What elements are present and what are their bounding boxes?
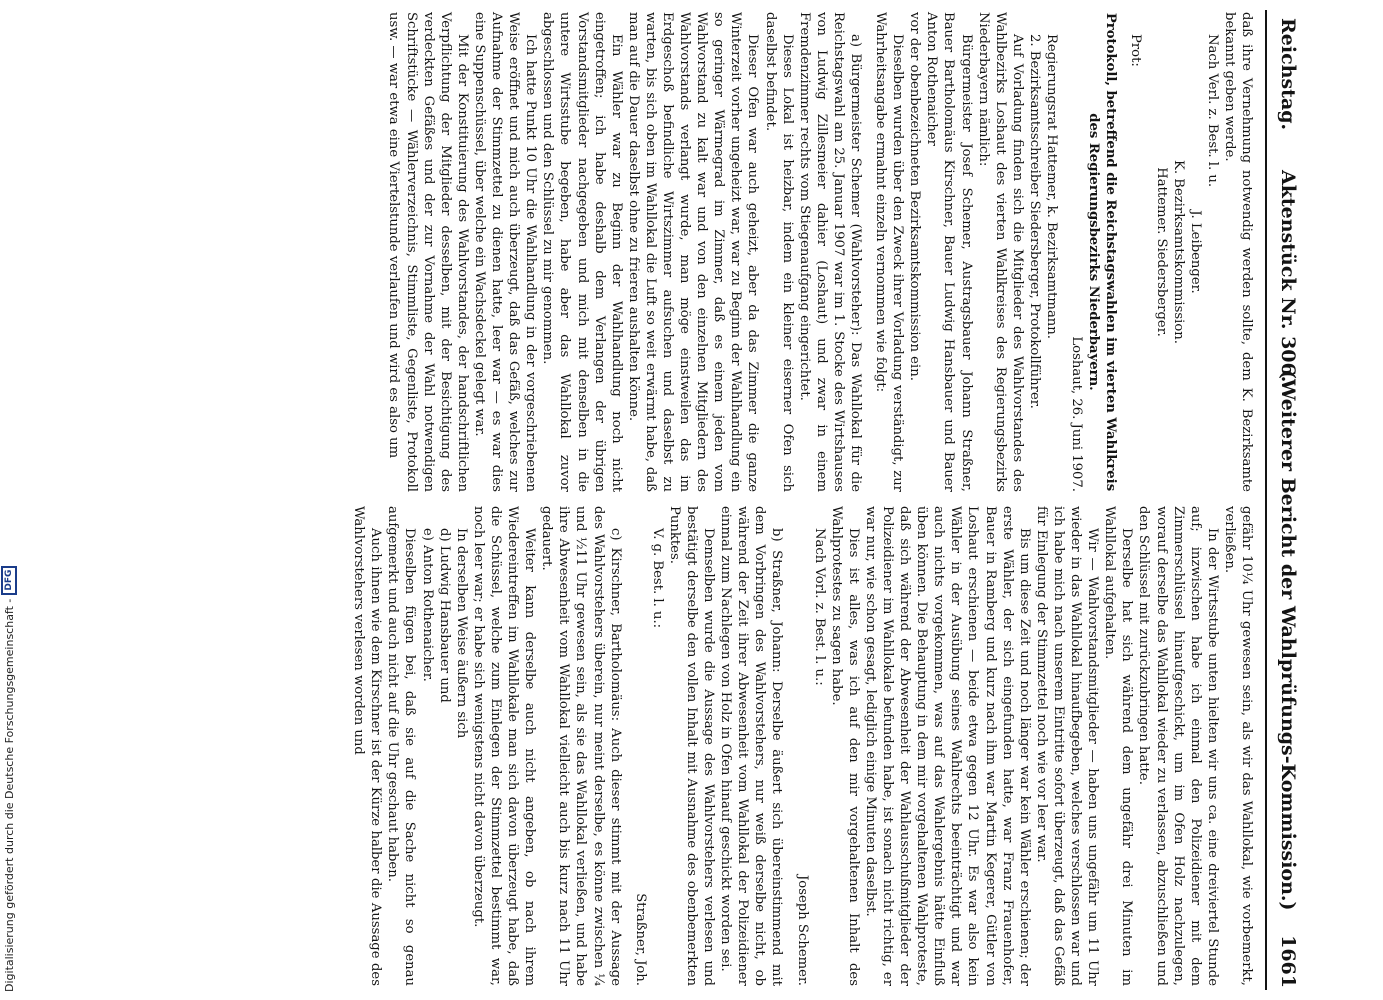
right-column (350, 506, 1255, 986)
paragraph: Demselben wurde die Aussage des Wahlvorstehers verlesen und bestätigt derselbe den vollen Inhalt mit Ausnahme des obenbemerkten Punktes. (666, 506, 717, 986)
paragraph: Dies ist alles, was ich auf den mir vorgehaltenen Inhalt des Wahlprotestes zu sagen habe. (828, 506, 861, 986)
page-header (1265, 10, 1301, 990)
place-date: Loshaut, 26. Juni 1907. (1069, 336, 1085, 492)
approval-note: V. g. Best. l. u.: (649, 528, 665, 629)
paragraph: Mit der Konstituierung des Wahlvorstandes, der handschriftlichen Verpflichtung der Mitglieder desselben, mit der Besichtigung des verdeckten Gefäßes und der zur Vornahme der Wahl notwendigen Schriftstücke — Wählerverzeichnis, Stimmliste, Gegenliste, Protokoll usw. — war etwa eine Viertelstunde verlaufen und wird es also um (386, 12, 470, 492)
paragraph: Derselbe hat sich während dem ungefähr drei Minuten im Wahllokal aufgehalten. (1102, 506, 1135, 986)
dfg-logo-icon: DFG (1, 566, 17, 595)
testimony-d: d) Ludwig Hansbauer und (436, 528, 452, 703)
paragraph: Weiter kann derselbe auch nicht angeben, ob nach ihrem Wiedereintreffen im Wahllokale man sich davon überzeugt habe, daß die Schüssel, welche zum Einlegen der Stimmzettel bestimmt war, noch leer war; er habe sich wenigstens nicht davon überzeugt. (470, 506, 538, 986)
signature: Joseph Schemer. (794, 875, 810, 986)
header-report-title: (Weiterer Bericht der Wahlprüfungs-Kommission.) (1277, 370, 1299, 911)
page-number: 1661 (1277, 935, 1299, 988)
digitization-footer (0, 0, 20, 1000)
testimony-c: c) Kirschner, Bartholomäus: Auch dieser stimmt mit der Aussage des Wahlvorstehers überein, nur meint derselbe, es könne zwischen ¼ und ½11 Uhr gewesen sein, als sie das Wahllokal verließen, und habe ihre Abwesenheit vom Wahllokal vielleicht auch bis kurz nach 11 Uhr gedauert. (539, 506, 623, 986)
paragraph: vor der obenbezeichneten Bezirksamtskommission ein. (907, 12, 923, 381)
members-list: Bürgermeister Josef Schemer, Austragsbauer Johann Straßner, Bauer Bartholomäus Kirschner, Bauer Ludwig Hansbauer und Bauer Anton Rothenaicher (924, 12, 974, 492)
protocol-title: Protokoll, betreffend die Reichstagswahlen im vierten Wahlkreis des Regierungsbezirks Niederbayern. (1086, 12, 1119, 492)
commission-member: Regierungsrat Hattemer, k. Bezirksamtmann. (1044, 34, 1060, 339)
signature: J. Leibenger. (1187, 210, 1203, 294)
paragraph: Ein Wähler war zu Beginn der Wahlhandlung noch nicht eingetroffen; ich habe deshalb dem Verlangen der übrigen Vorstandsmitglieder nachgegeben und mich mit denselben in die untere Wirtsstube begeben, habe aber das Wahllokal zuvor abgeschlossen und den Schlüssel zu mir genommen. (540, 12, 624, 492)
rotated-document-page (75, 0, 1305, 1000)
commission-clerk: 2. Bezirksamtsschreiber Siedersberger, Protokollführer. (1026, 34, 1042, 409)
approval-note: Nach Vorl. z. Best. l. u.: (811, 528, 827, 686)
signatures: Hattemer. Siedersberger. (1153, 167, 1169, 337)
testimony-e: e) Anton Rothenaicher. (419, 528, 435, 682)
approval-note: Nach Verl. z. Best. l. u. (1204, 34, 1220, 188)
paragraph: Dieses Lokal ist heizbar, indem ein kleiner eiserner Ofen sich daselbst befindet. (762, 12, 795, 492)
paragraph: Auf Vorladung finden sich die Mitglieder des Wahlvorstandes des Wahlbezirks Loshaut des vierten Wahlkreises des Regierungsbezirks Niederbayern nämlich: (975, 12, 1025, 492)
paragraph: In der Wirtsstube unten hielten wir uns ca. eine dreiviertel Stunde auf; inzwischen habe ich einmal den Polizeidiener mit dem Zimmerschlüssel hinaufgeschickt, um im Ofen Holz nachzulegen, worauf derselbe das Wahllokal wieder zu verlassen, abzuschließen und den Schlüssel mit zurückzubringen hatte. (1136, 506, 1220, 986)
paragraph: Dieser Ofen war auch geheizt, aber da das Zimmer die ganze Winterzeit vorher ungeheizt war, war zu Beginn der Wahlhandlung ein so geringer Wärmegrad im Zimmer, daß es einem jeden vom Wahlvorstand zu kalt war und von den einzelnen Mitgliedern des Wahlvorstands verlangt wurde, man möge einstweilen das im Erdgeschoß befindliche Wirtszimmer aufsuchen und daselbst zu warten, bis sich oben im Wahllokal die Luft so weit erwärmt habe, daß man auf die Dauer daselbst ohne zu frieren aushalten könne. (625, 12, 761, 492)
paragraph: In derselben Weise äußern sich (453, 528, 469, 739)
paragraph: Ich hatte Punkt 10 Uhr die Wahlhandlung in der vorgeschriebenen Weise eröffnet und mich auch überzeugt, daß das Gefäß, welches zur Aufnahme der Stimmzettel zu dienen hatte, leer war — es war dies eine Suppenschüssel, über welche ein Wachsdeckel gelegt war. (471, 12, 539, 492)
paragraph: Wir — Wahlvorstandsmitglieder — haben uns ungefähr um 11 Uhr wieder in das Wahllokal hinaufbegeben, welches verschlossen war und ich habe mich nach unserem Eintritte sofort überzeugt, daß das Gefäß für Einlegung der Stimmzettel noch wie vor leer war. (1033, 506, 1101, 986)
paragraph: Dieselben wurden über den Zweck ihrer Vorladung verständigt, zur Wahrheitsangabe ermahnt einzeln vernommen wie folgt: (873, 12, 906, 492)
prot-mark: Prot: (1128, 34, 1144, 67)
header-aktenstueck: Aktenstück Nr. 306. (1277, 170, 1299, 383)
header-reichstag: Reichstag. (1277, 18, 1299, 131)
paragraph: daß ihre Vernehmung notwendig werden sollte, dem K. Bezirksamte bekannt geben werde. (1221, 12, 1254, 492)
commission-name: K. Bezirksamtskommission. (1170, 160, 1186, 344)
paragraph: Dieselben fügen bei, daß sie auf die Sache nicht so genau aufgemerkt und auch nicht auf die Uhr geschaut haben. (385, 506, 418, 986)
paragraph: gefähr 10¼ Uhr gewesen sein, als wir das Wahllokal, wie vorbemerkt, verließen. (1221, 506, 1254, 986)
testimony-b: b) Straßner, Johann: Derselbe äußert sich übereinstimmend mit dem Vorbringen des Wahlvorstehers, nur weiß derselbe nicht, ob während der Zeit ihrer Abwesenheit vom Wahllokal der Polizeidiener einmal zum Nachlegen von Holz in Ofen hinauf geschickt worden sei. (718, 506, 785, 986)
paragraph: Auch ihnen wie dem Kirschner ist der Kürze halber die Aussage des Wahlvorstehers verlesen worden und (351, 506, 384, 986)
footer-text: Digitalisierung gefördert durch die Deutsche Forschungsgemeinschaft - (2, 598, 16, 992)
left-column (385, 12, 1255, 492)
paragraph: Bis um diese Zeit und noch länger war kein Wähler erschienen; der erste Wähler, der sich eingefunden hatte, war Franz Frauenhofer, Bauer in Ramberg und kurz nach ihm war Martin Kegerer, Gütler von Loshaut erschienen — beide etwa gegen 12 Uhr. Es war also kein Wähler in der Ausübung seines Wahlrechts beeinträchtigt und war auch nichts vorgekommen, was auf das Wahlergebnis hätte Einfluß üben können. Die Behauptung in dem mir vorgehaltenen Wahlproteste, daß sich während der Abwesenheit der Wahlausschußmitglieder der Polizeidiener im Wahllokale befunden habe, ist sonach nicht richtig, er war nur, wie schon gesagt, lediglich einige Minuten daselbst. (862, 506, 1032, 986)
signature: Straßner, Joh. (632, 893, 648, 986)
testimony-a: a) Bürgermeister Schemer (Wahlvorsteher): Das Wahllokal für die Reichstagswahl am 25. Januar 1907 war im 1. Stocke des Wirtshauses von Ludwig Zillesmeier dahier (Loshaut) und zwar in einem Fremdenzimmer rechts vom Stiegenaufgang eingerichtet. (796, 12, 864, 492)
